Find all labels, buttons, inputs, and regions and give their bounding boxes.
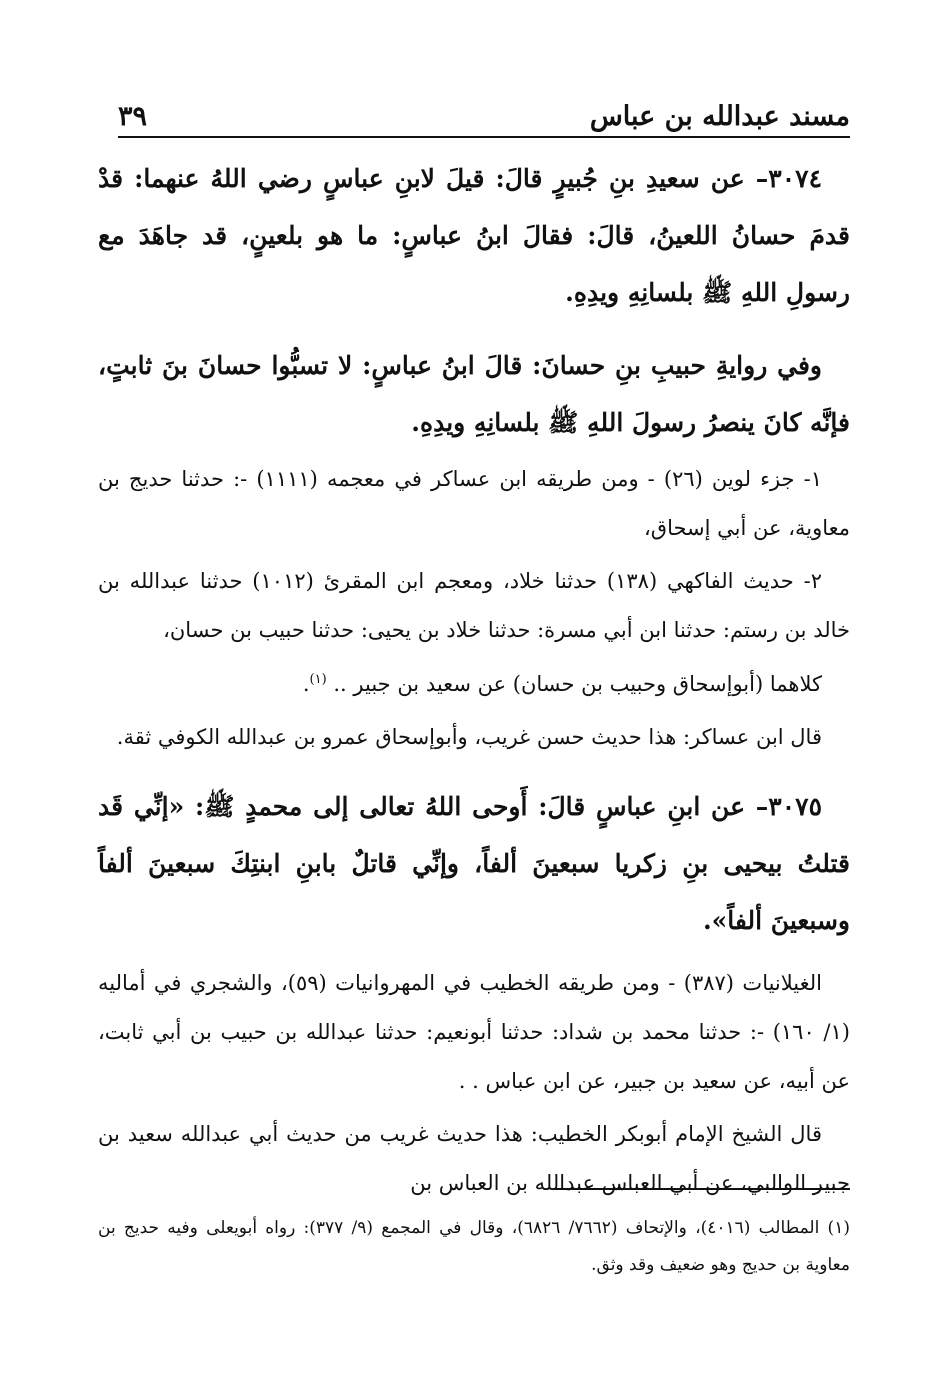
footnotes (98, 1210, 850, 1284)
running-title: مسند عبدالله بن عباس (589, 101, 850, 132)
hadith-text: – عن ابنِ عباسٍ قالَ: أَوحى اللهُ تعالى إلى محمدٍ ﷺ: «إنِّي قَد قتلتُ بيحيى بنِ زكريا سبعينَ ألفاً، وإنِّي قاتلٌ بابنِ ابنتِكَ سبعينَ ألفاً وسبعينَ ألفاً». (98, 792, 850, 935)
takhrij-both: كلاهما (أبوإسحاق وحبيب بن حسان) عن سعيد بن جبير .. $^{(١)}$. (302, 672, 822, 696)
main-text (98, 150, 850, 1208)
takhrij-source: الغيلانيات (٣٨٧) - ومن طريقه الخطيب في المهروانيات (٥٩)، والشجري في أماليه (١/ ١٦٠) -: حدثنا محمد بن شداد: حدثنا أبونعيم: حدثنا عبدالله بن حبيب بن أبي ثابت، عن أبيه، عن سعيد بن جبير، عن ابن عباس . . (98, 971, 850, 1093)
page-number: ٣٩ (118, 101, 148, 132)
takhrij-both-text: كلاهما (أبوإسحاق وحبيب بن حسان) عن سعيد بن جبير .. (333, 672, 822, 696)
hadith-text: – عن سعيدِ بنِ جُبيرٍ قالَ: قيلَ لابنِ عباسٍ رضي اللهُ عنهما: قدْ قدمَ حسانُ اللعينُ، قالَ: فقالَ ابنُ عباسٍ: ما هو بلعينٍ، قد جاهَدَ مع رسولِ اللهِ ﷺ بلسانِهِ ويدِهِ. (98, 164, 850, 307)
page-header (118, 92, 850, 138)
hadith-number: ٣٠٧٥ (768, 792, 822, 821)
hadith-3074 (98, 150, 850, 321)
takhrij-source-1: ١- جزء لوين (٢٦) - ومن طريقه ابن عساكر في معجمه (١١١١) -: حدثنا حديج بن معاوية، عن أبي إسحاق، (98, 467, 850, 540)
hadith-variant: وفي روايةِ حبيبِ بنِ حسانَ: قالَ ابنُ عباسٍ: لا تسبُّوا حسانَ بنَ ثابتٍ، فإنَّه كانَ ينصرُ رسولَ اللهِ ﷺ بلسانِهِ ويدِهِ. (98, 351, 850, 437)
hadith-number: ٣٠٧٤ (768, 164, 822, 193)
hadith-grading: قال الشيخ الإمام أبوبكر الخطيب: هذا حديث غريب من حديث أبي عبدالله سعيد بن جبير الوالبي، عن أبي العباس عبدالله بن العباس بن (98, 1122, 850, 1195)
takhrij-source-2: ٢- حديث الفاكهي (١٣٨) حدثنا خلاد، ومعجم ابن المقرئ (١٠١٢) حدثنا عبدالله بن خالد بن رستم: حدثنا ابن أبي مسرة: حدثنا خلاد بن يحيى: حدثنا حبيب بن حسان، (98, 569, 850, 642)
footnote-separator (554, 1188, 850, 1190)
hadith-grading: قال ابن عساكر: هذا حديث حسن غريب، وأبوإسحاق عمرو بن عبدالله الكوفي ثقة. (116, 725, 822, 749)
footnote-reference[interactable]: (١) (309, 672, 327, 687)
footnote-1: (١) المطالب (٤٠١٦)، والإتحاف (٧٦٦٢/ ٦٨٢٦)، وقال في المجمع (٩/ ٣٧٧): رواه أبويعلى وفيه حديج بن معاوية بن حديج وهو ضعيف وقد وثق. (98, 1218, 850, 1275)
hadith-3075 (98, 778, 850, 949)
